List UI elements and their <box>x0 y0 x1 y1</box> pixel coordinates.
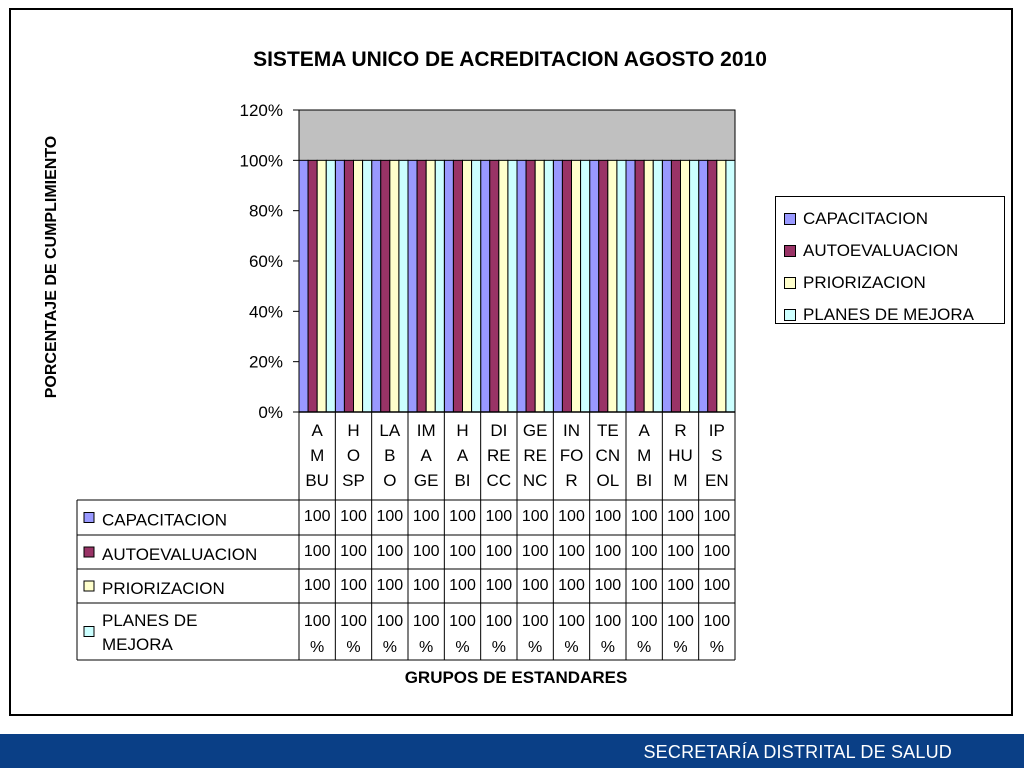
bar-capacitacion <box>517 160 526 412</box>
x-tick-label: DI <box>490 421 508 440</box>
data-label: 100 <box>340 508 367 525</box>
x-tick-label: H <box>456 421 469 440</box>
table-series-label: MEJORA <box>102 635 173 654</box>
bar-autoevaluacion <box>599 160 608 412</box>
bar-planes-de-mejora <box>617 160 626 412</box>
bar-priorizacion <box>499 160 508 412</box>
bar-capacitacion <box>372 160 381 412</box>
legend-item-planes-de-mejora <box>776 299 1004 331</box>
y-tick-label: 120% <box>239 101 283 120</box>
footer-text: SECRETARÍA DISTRITAL DE SALUD <box>643 742 952 762</box>
data-label: 100 <box>667 543 694 560</box>
data-label: % <box>600 639 615 656</box>
table-swatch <box>84 627 94 637</box>
bar-capacitacion <box>662 160 671 412</box>
y-tick-label: 20% <box>248 352 283 372</box>
bar-capacitacion <box>444 160 453 412</box>
bar-priorizacion <box>390 160 399 412</box>
data-label: 100 <box>303 508 331 525</box>
bar-planes-de-mejora <box>435 160 444 412</box>
data-label: % <box>673 639 688 656</box>
bar-autoevaluacion <box>344 160 353 412</box>
x-tick-label: R <box>674 421 687 440</box>
x-tick-label: LA <box>379 421 401 440</box>
bar-autoevaluacion <box>708 160 717 412</box>
data-label: 100 <box>630 577 658 594</box>
x-tick-label: TE <box>596 421 619 440</box>
bar-planes-de-mejora <box>508 160 517 412</box>
data-label: 100 <box>376 508 404 525</box>
table-swatch <box>84 547 94 557</box>
bar-autoevaluacion <box>671 160 680 412</box>
data-label: % <box>346 639 361 656</box>
data-label: 100 <box>521 543 549 560</box>
bar-autoevaluacion <box>417 160 426 412</box>
bar-autoevaluacion <box>308 160 317 412</box>
bar-capacitacion <box>299 160 308 412</box>
data-label: 100 <box>376 543 404 560</box>
bar-planes-de-mejora <box>399 160 408 412</box>
x-tick-label: SP <box>342 471 365 490</box>
data-label: 100 <box>667 613 694 630</box>
x-tick-label: RE <box>487 446 511 465</box>
x-tick-label: NC <box>522 471 548 490</box>
data-label: 100 <box>594 543 622 560</box>
data-label: 100 <box>449 508 476 525</box>
legend-swatch <box>784 245 796 257</box>
bar-autoevaluacion <box>526 160 535 412</box>
legend-swatch <box>784 309 796 321</box>
legend-swatch <box>784 213 796 225</box>
x-tick-label: GE <box>522 421 548 440</box>
x-tick-label: M <box>673 471 688 490</box>
data-label: 100 <box>376 577 404 594</box>
legend <box>775 196 1005 324</box>
data-label: 100 <box>303 543 331 560</box>
data-label: 100 <box>412 577 440 594</box>
x-tick-label: HU <box>668 446 693 465</box>
x-tick-label: IP <box>708 421 725 440</box>
data-label: 100 <box>667 577 694 594</box>
data-label: % <box>382 639 397 656</box>
bar-priorizacion <box>463 160 472 412</box>
bar-autoevaluacion <box>381 160 390 412</box>
bar-planes-de-mejora <box>690 160 699 412</box>
data-label: 100 <box>630 613 658 630</box>
bar-planes-de-mejora <box>326 160 335 412</box>
y-tick-label: 40% <box>248 302 283 322</box>
data-label: 100 <box>412 508 440 525</box>
x-tick-label: FO <box>559 446 584 465</box>
bar-autoevaluacion <box>562 160 571 412</box>
bar-planes-de-mejora <box>472 160 481 412</box>
data-label: % <box>637 639 652 656</box>
data-label: 100 <box>521 508 549 525</box>
x-tick-label: GE <box>413 471 439 490</box>
x-tick-label: O <box>346 446 361 465</box>
y-tick-label: 80% <box>248 201 283 221</box>
table-series-label: PRIORIZACION <box>102 579 225 598</box>
x-tick-label: EN <box>705 471 729 490</box>
bar-planes-de-mejora <box>653 160 662 412</box>
data-label: 100 <box>303 613 331 630</box>
x-tick-label: IM <box>416 421 436 440</box>
bar-priorizacion <box>426 160 435 412</box>
data-label: 100 <box>376 613 404 630</box>
legend-swatch <box>784 277 796 289</box>
x-tick-label: IN <box>563 421 580 440</box>
data-label: 100 <box>485 577 513 594</box>
bar-priorizacion <box>608 160 617 412</box>
table-swatch <box>84 581 94 591</box>
footer-bar <box>0 734 1024 768</box>
x-tick-label: O <box>383 471 397 490</box>
legend-item-capacitacion <box>776 203 1004 235</box>
bar-capacitacion <box>335 160 344 412</box>
bar-capacitacion <box>408 160 417 412</box>
legend-label: PLANES DE MEJORA <box>803 305 974 324</box>
x-tick-label: A <box>638 421 650 440</box>
data-label: 100 <box>340 613 367 630</box>
x-tick-label: CN <box>595 446 621 465</box>
data-label: % <box>419 639 434 656</box>
data-label: % <box>491 639 506 656</box>
x-tick-label: A <box>311 421 323 440</box>
bar-priorizacion <box>317 160 326 412</box>
y-tick-label: 100% <box>239 151 283 171</box>
data-label: % <box>455 639 470 656</box>
x-axis-label: GRUPOS DE ESTANDARES <box>404 668 628 687</box>
y-tick-label: 0% <box>258 403 283 422</box>
bar-planes-de-mejora <box>581 160 590 412</box>
bar-priorizacion <box>572 160 581 412</box>
data-label: 100 <box>703 577 731 594</box>
data-label: 100 <box>340 543 367 560</box>
data-label: 100 <box>485 508 513 525</box>
legend-label: CAPACITACION <box>803 209 928 228</box>
data-label: 100 <box>412 543 440 560</box>
table-swatch <box>84 513 94 523</box>
x-tick-label: A <box>456 446 469 465</box>
data-label: 100 <box>703 543 731 560</box>
x-tick-label: R <box>565 471 578 490</box>
bar-priorizacion <box>717 160 726 412</box>
table-series-label: PLANES DE <box>102 611 198 630</box>
bar-priorizacion <box>644 160 653 412</box>
bar-priorizacion <box>535 160 544 412</box>
data-label: 100 <box>594 508 622 525</box>
data-label: 100 <box>558 543 585 560</box>
data-label: 100 <box>558 577 585 594</box>
bar-autoevaluacion <box>635 160 644 412</box>
data-label: 100 <box>594 577 622 594</box>
data-label: % <box>310 639 325 656</box>
table-series-label: CAPACITACION <box>102 510 227 530</box>
y-tick-label: 60% <box>248 252 283 271</box>
bar-capacitacion <box>590 160 599 412</box>
bar-planes-de-mejora <box>363 160 372 412</box>
x-tick-label: BU <box>305 471 329 490</box>
data-label: % <box>564 639 579 656</box>
table-series-label: AUTOEVALUACION <box>102 545 258 564</box>
bar-planes-de-mejora <box>544 160 553 412</box>
bar-autoevaluacion <box>490 160 499 412</box>
x-tick-label: S <box>711 446 723 465</box>
x-tick-label: M <box>637 446 652 465</box>
bar-capacitacion <box>626 160 635 412</box>
x-tick-label: A <box>420 446 432 465</box>
legend-item-autoevaluacion <box>776 235 1004 267</box>
bar-capacitacion <box>481 160 490 412</box>
legend-item-priorizacion <box>776 267 1004 299</box>
bar-priorizacion <box>681 160 690 412</box>
data-label: 100 <box>630 508 658 525</box>
x-tick-label: BI <box>454 471 471 490</box>
data-label: 100 <box>449 577 476 594</box>
data-label: 100 <box>558 508 585 525</box>
data-label: 100 <box>630 543 658 560</box>
data-label: 100 <box>521 577 549 594</box>
data-label: 100 <box>703 508 731 525</box>
data-label: 100 <box>340 577 367 594</box>
data-label: 100 <box>667 508 694 525</box>
data-label: % <box>528 639 543 656</box>
bar-autoevaluacion <box>453 160 462 412</box>
legend-label: PRIORIZACION <box>803 273 926 292</box>
data-label: 100 <box>485 543 513 560</box>
data-label: 100 <box>521 613 549 630</box>
data-label: 100 <box>485 613 513 630</box>
data-label: % <box>709 639 724 656</box>
x-tick-label: M <box>310 446 325 465</box>
y-axis-label: PORCENTAJE DE CUMPLIMIENTO <box>43 135 60 399</box>
bar-priorizacion <box>354 160 363 412</box>
x-tick-label: H <box>347 421 360 440</box>
x-tick-label: B <box>384 446 396 465</box>
chart-title: SISTEMA UNICO DE ACREDITACION AGOSTO 2010 <box>253 48 767 71</box>
bar-capacitacion <box>553 160 562 412</box>
data-label: 100 <box>594 613 622 630</box>
data-label: 100 <box>703 613 731 630</box>
x-tick-label: OL <box>596 471 620 490</box>
x-tick-label: CC <box>486 471 512 490</box>
bar-capacitacion <box>699 160 708 412</box>
data-label: 100 <box>449 543 476 560</box>
bar-planes-de-mejora <box>726 160 735 412</box>
legend-label: AUTOEVALUACION <box>803 241 959 260</box>
x-tick-label: RE <box>523 446 547 465</box>
data-label: 100 <box>558 613 585 630</box>
data-label: 100 <box>303 577 331 594</box>
data-label: 100 <box>449 613 476 630</box>
data-label: 100 <box>412 613 440 630</box>
x-tick-label: BI <box>636 471 653 490</box>
